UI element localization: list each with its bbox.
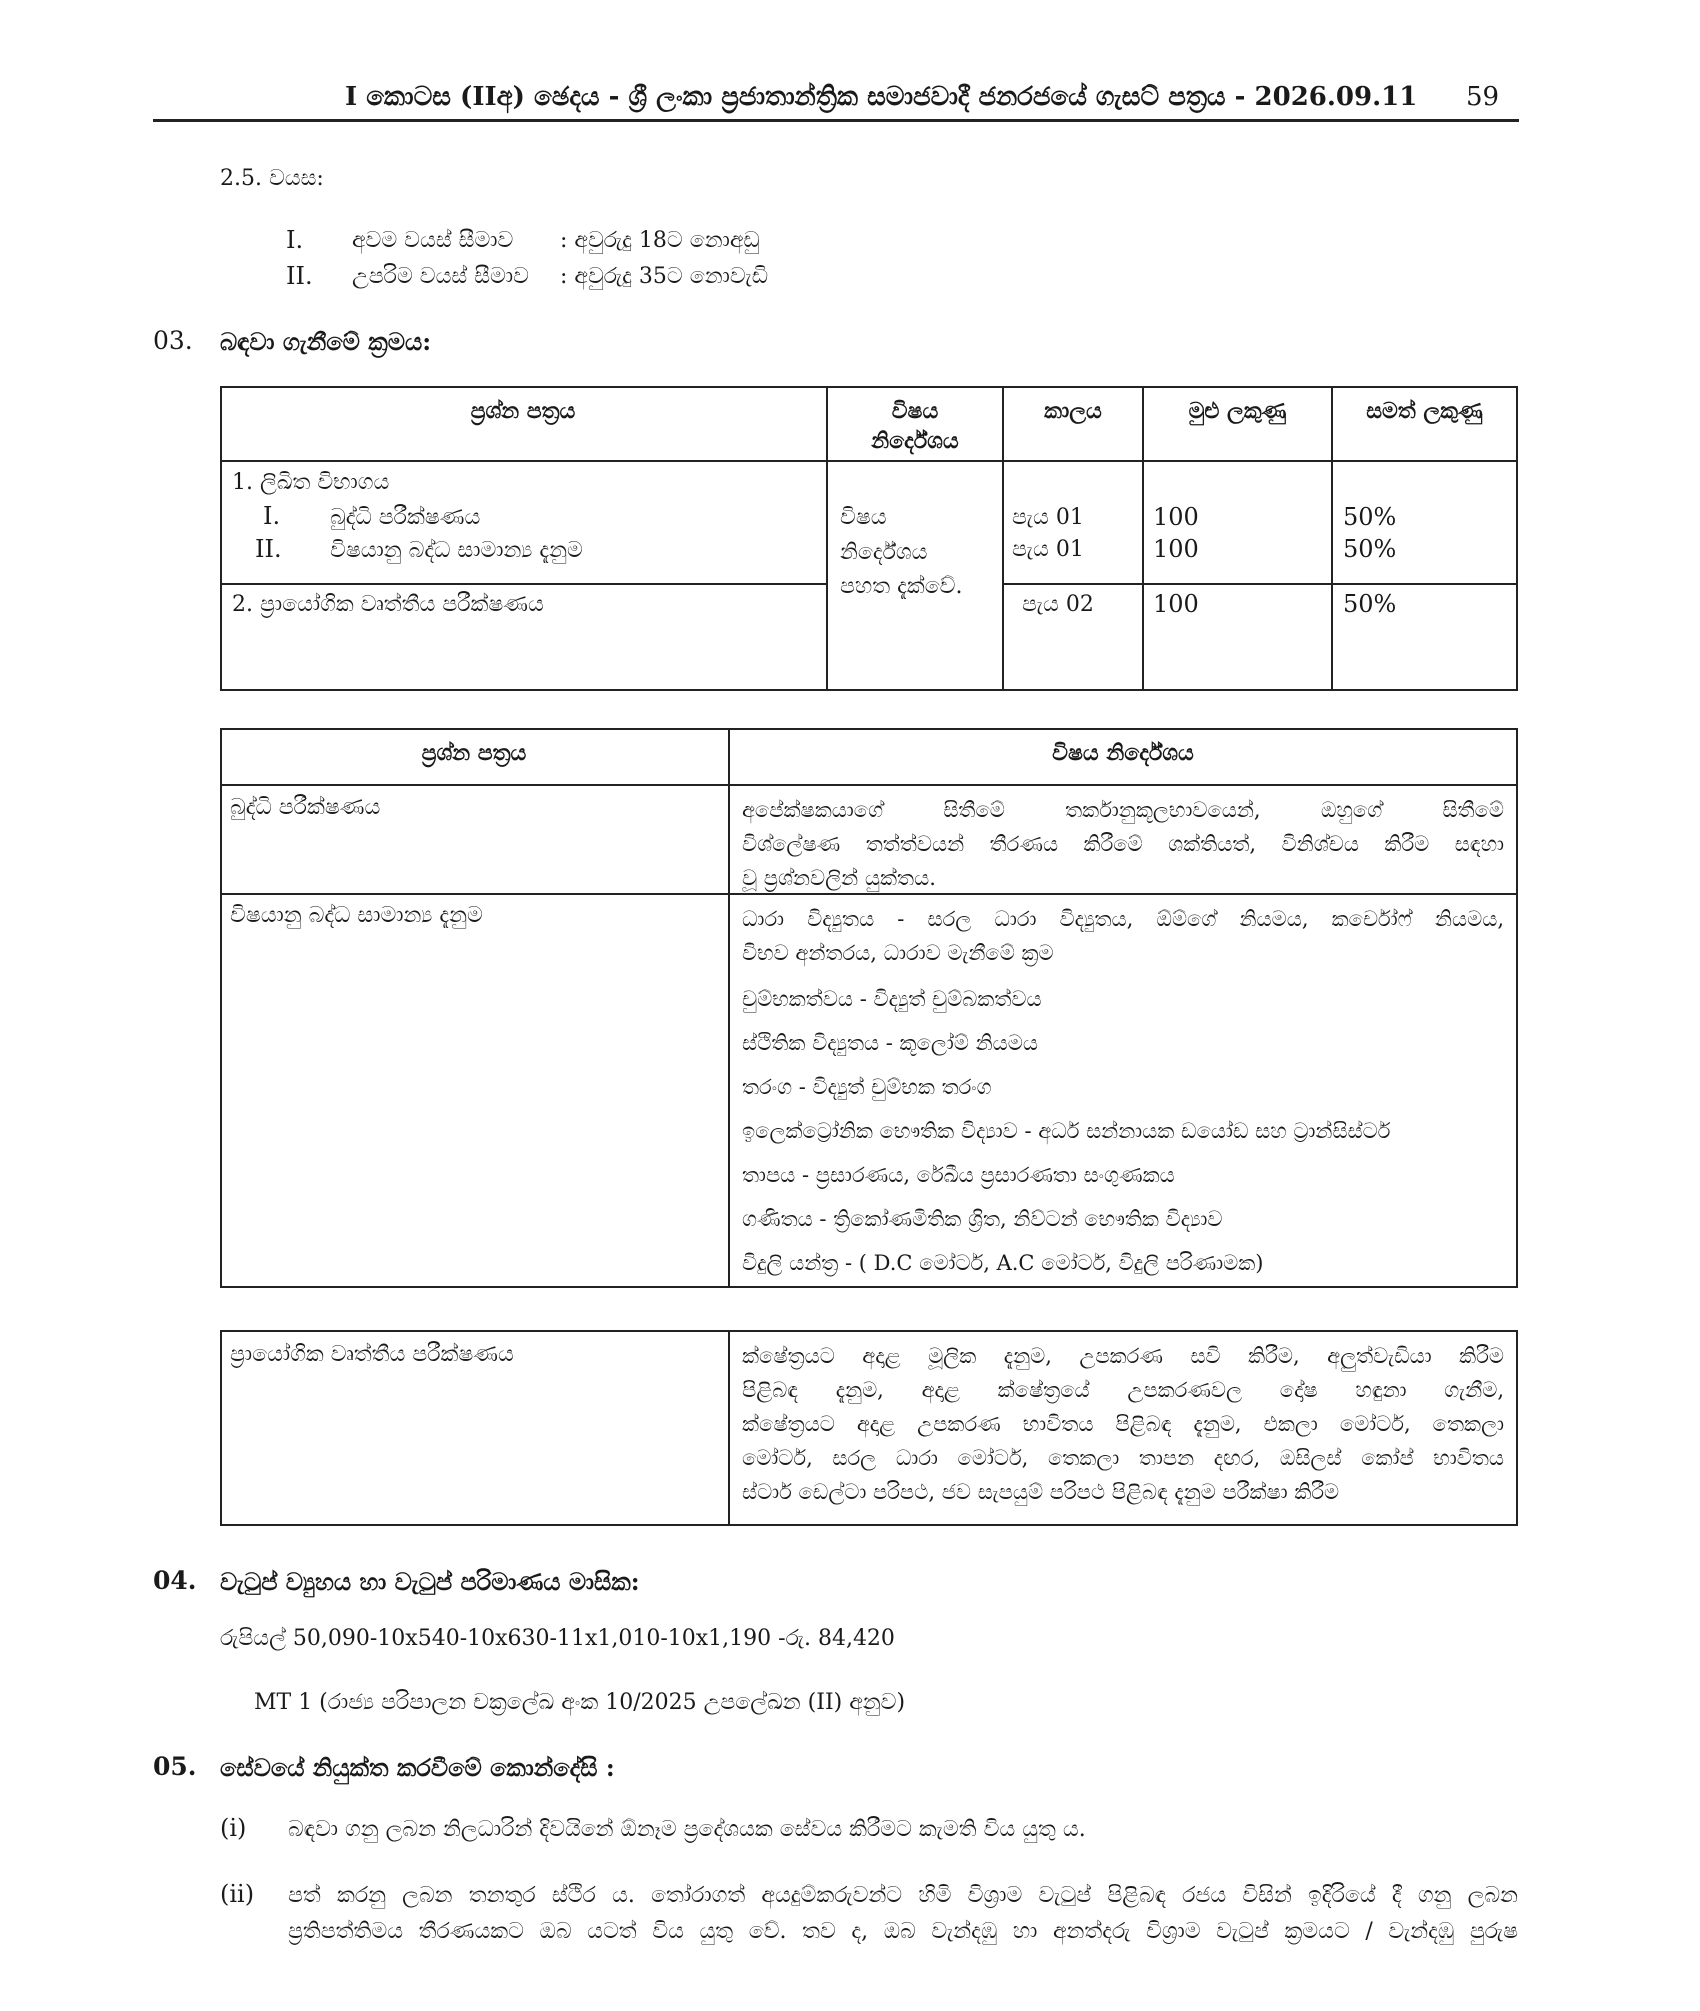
t1-sub2-num: II. <box>255 535 282 563</box>
t1-syllabus-note-1: විෂය <box>840 505 887 530</box>
salary-scale: රුපියල් 50,090-10x540-10x630-11x1,010-10x1,190 -රු. 84,420 <box>220 1626 895 1651</box>
t2-gk-item-4: ඉලෙක්ට්‍රෝනික භෞතික විද්‍යාව - අර්ධ සන්නායක ඩයෝඩ සහ ට්‍රාන්සිස්ටර් <box>742 1119 1391 1143</box>
t1-practical-total: 100 <box>1153 590 1199 618</box>
t2-gk-item-6: ගණිතය - ත්‍රිකෝණමිතික ශ්‍රිත, නිව්ටන් භෞතික විද්‍යාව <box>742 1207 1223 1231</box>
t2-header-syllabus: විෂය නිර්දේශය <box>1052 740 1194 766</box>
age-max-num: II. <box>286 262 313 290</box>
condition-ii-num: (ii) <box>220 1880 255 1908</box>
t1-written-exam: 1. ලිඛිත විභාගය <box>232 470 390 495</box>
t1-sub1-num: I. <box>263 502 281 530</box>
section-04-number: 04. <box>153 1566 197 1595</box>
t1-header-duration: කාලය <box>1044 398 1102 424</box>
t1-sub2-pass: 50% <box>1343 535 1397 563</box>
t1-sub2-time: පැය 01 <box>1012 537 1084 562</box>
age-max-label: උපරිම වයස් සීමාව <box>352 264 529 289</box>
t3-line-3: ක්ෂේත්‍රයට අදාළ උපකරණ භාවිතය පිළිබඳ දැනුම, එකලා මෝටර්, තෙකලා <box>742 1412 1504 1436</box>
t2-intelligence-line-1: අපේක්ෂකයාගේ සිතීමේ තර්කානුකූලභාවයෙන්, ඔහුගේ සිතීමේ <box>742 798 1504 822</box>
section-05-number: 05. <box>153 1752 197 1781</box>
t1-practical-time: පැය 02 <box>1022 592 1094 617</box>
age-max-value: : අවුරුදු 35ට නොවැඩි <box>560 264 769 289</box>
condition-ii-line-1: පත් කරනු ලබන තනතුර ස්ථිර ය. තෝරාගත් අයදුම්කරුවන්ට හිමි විශ්‍රාම වැටුප් පිළිබඳ රජය විසින් ඉදිරියේ දී ගනු ලබන <box>288 1883 1518 1908</box>
salary-code: MT 1 (රාජ්‍ය පරිපාලන චක්‍රලේඛ අංක 10/2025 උපලේඛන (II) අනුව) <box>254 1690 906 1715</box>
t2-gk-line-1: ධාරා විද්‍යුතය - සරල ධාරා විද්‍යුතය, ඕම්ගේ නියමය, කර්චෝෆ් නියමය, <box>742 907 1504 931</box>
page-number: 59 <box>1466 82 1500 112</box>
gazette-header-title: I කොටස (IIඅ) ඡෙදය - ශ්‍රී ලංකා ප්‍රජාතාන්ත්‍රික සමාජවාදී ජනරජයේ ගැසට් පත්‍රය - 2026.09.11 <box>345 82 1418 112</box>
t1-sub1-total: 100 <box>1153 503 1199 531</box>
condition-i-num: (i) <box>220 1814 247 1842</box>
section-05-title: සේවයේ නියුක්ත කරවීමේ කොන්දේසි : <box>220 1753 615 1782</box>
t2-gk-item-3: තරංග - විද්‍යුත් චුම්භක තරංග <box>742 1075 992 1099</box>
t2-general-knowledge: විෂයානු බද්ධ සාමාන්‍ය දැනුම <box>230 903 483 928</box>
header-rule <box>153 119 1519 122</box>
t2-header-paper: ප්‍රශ්න පත්‍රය <box>421 740 527 766</box>
t1-header-pass-marks: සමත් ලකුණු <box>1366 398 1483 424</box>
t3-line-5: ස්ටාර් ඩෙල්ටා පරිපථ, ජව සැපයුම් පරිපථ පිළිබඳ දැනුම පරීක්ෂා කිරීම <box>742 1480 1340 1504</box>
t2-intelligence-line-3: වූ ප්‍රශ්නවලින් යුක්තය. <box>742 866 936 890</box>
t2-gk-item-5: තාපය - ප්‍රසාරණය, රේඛීය ප්‍රසාරණතා සංගුණකය <box>742 1163 1175 1187</box>
t1-sub2-label: විෂයානු බද්ධ සාමාන්‍ය දැනුම <box>330 538 583 563</box>
t1-practical-exam: 2. ප්‍රායෝගික වෘත්තීය පරීක්ෂණය <box>232 592 544 617</box>
age-min-num: I. <box>286 226 304 254</box>
t2-gk-item-2: ස්ථිතික විද්‍යුතය - කූලෝම් නියමය <box>742 1031 1038 1055</box>
section-03-number: 03. <box>153 326 193 355</box>
section-04-title: වැටුප් ව්‍යුහය හා වැටුප් පරිමාණය මාසික: <box>220 1567 640 1596</box>
condition-i-text: බඳවා ගනු ලබන නිලධාරින් දිවයිනේ ඕනෑම ප්‍රදේශයක සේවය කිරීමට කැමති විය යුතු ය. <box>288 1817 1086 1842</box>
t3-practical-test: ප්‍රායෝගික වෘත්තීය පරීක්ෂණය <box>230 1342 514 1367</box>
t1-sub2-total: 100 <box>1153 535 1199 563</box>
t1-header-syllabus: නිර්දේශය <box>871 428 959 454</box>
t2-intelligence-line-2: විශ්ලේෂණ තත්ත්වයන් තීරණය කිරීමේ ශක්තියත්, විනිශ්චය කිරීම සඳහා <box>742 832 1504 856</box>
t1-syllabus-note-2: නිර්දේශය <box>840 540 928 565</box>
t1-practical-pass: 50% <box>1343 590 1397 618</box>
t1-sub1-label: බුද්ධි පරීක්ෂණය <box>330 505 481 530</box>
t3-line-4: මෝටර්, සරල ධාරා මෝටර්, තෙකලා තාපන දඟර, ඔසිලස් කෝප් භාවිතය <box>742 1446 1504 1470</box>
t1-sub1-pass: 50% <box>1343 503 1397 531</box>
condition-ii-line-2: ප්‍රතිපත්තිමය තීරණයකට ඔබ යටත් විය යුතු වේ. තව ද, ඔබ වැන්දඹු හා අනත්දරු විශ්‍රාම වැටුප් ක්‍රමයට / වැන්දඹු පුරුෂ <box>288 1919 1518 1944</box>
t1-header-paper: ප්‍රශ්න පත්‍රය <box>470 398 576 424</box>
section-03-title: බඳවා ගැනීමේ ක්‍රමය: <box>220 327 432 356</box>
t1-header-total-marks: මුළු ලකුණු <box>1188 398 1287 424</box>
age-heading: 2.5. වයස: <box>220 166 324 191</box>
age-min-label: අවම වයස් සීමාව <box>352 228 514 253</box>
t2-intelligence-test: බුද්ධි පරීක්ෂණය <box>230 795 381 820</box>
t3-line-2: පිළිබඳ දැනුම, අදාළ ක්ෂේත්‍රයේ උපකරණවල දෝෂ හඳුනා ගැනීම, <box>742 1378 1504 1402</box>
t1-sub1-time: පැය 01 <box>1012 505 1084 530</box>
t1-header-subject: විෂය <box>891 398 939 424</box>
t3-line-1: ක්ෂේත්‍රයට අදාළ මූලික දැනුම, උපකරණ සවි කිරීම, අලුත්වැඩියා කිරීම <box>742 1344 1504 1368</box>
t1-syllabus-note-3: පහත දැක්වේ. <box>840 574 963 599</box>
t2-gk-line-2: විභව අන්තරය, ධාරාව මැනීමේ ක්‍රම <box>742 941 1054 965</box>
age-min-value: : අවුරුදු 18ට නොඅඩු <box>560 228 760 253</box>
t2-gk-item-7: විදුලි යන්ත්‍ර - ( D.C මෝටර්, A.C මෝටර්, විදුලි පරිණාමක) <box>742 1251 1264 1275</box>
t2-gk-item-1: චුම්භකත්වය - විද්‍යුත් චුම්බකත්වය <box>742 987 1042 1011</box>
